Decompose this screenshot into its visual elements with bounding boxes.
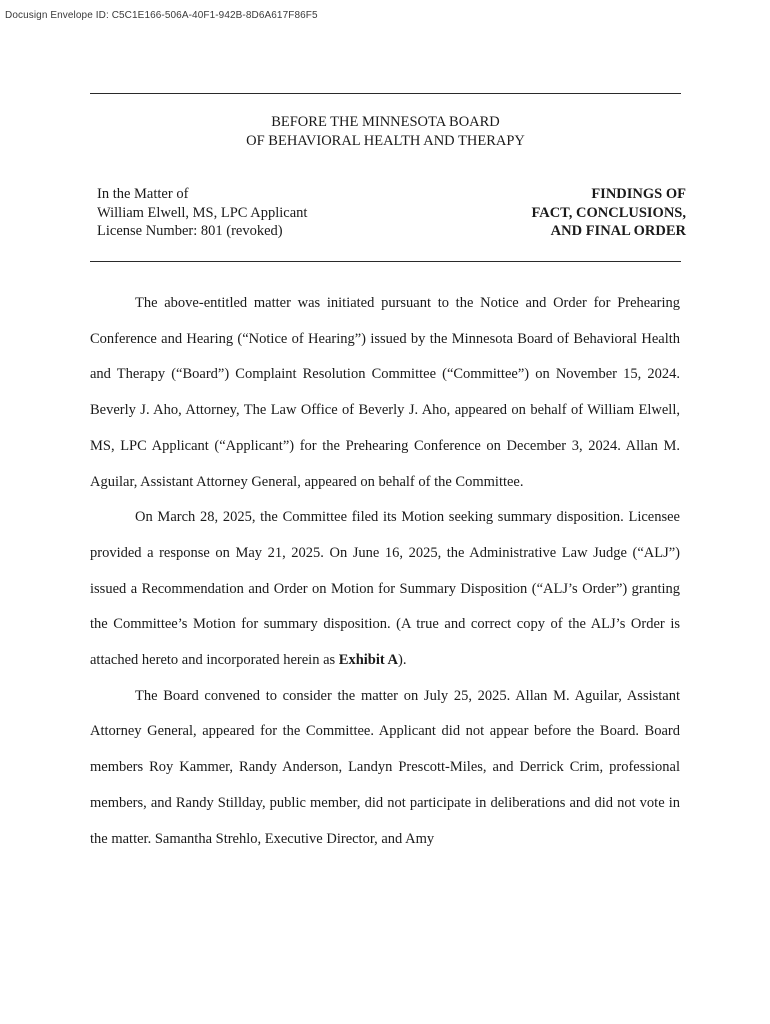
caption-license-number: License Number: 801 (revoked)	[97, 223, 283, 239]
board-title	[90, 113, 681, 151]
case-caption	[97, 185, 307, 241]
paragraph-2-text: On March 28, 2025, the Committee filed its Motion seeking summary disposition. Licensee provided a response on May 21, 2025. On June 16, 2025, the Administrative Law Judge (“ALJ”) issued a Recommendation and Order on Motion for Summary Disposition (“ALJ’s Order”) granting the Committee’s Motion for summary disposition. (A true and correct copy of the ALJ’s Order is attached hereto and incorporated herein as	[90, 509, 680, 669]
paragraph-summary-disposition	[90, 500, 680, 679]
board-title-line-1: BEFORE THE MINNESOTA BOARD	[271, 114, 500, 130]
docusign-envelope-id: Docusign Envelope ID: C5C1E166-506A-40F1-942B-8D6A617F86F5	[5, 10, 318, 21]
document-title	[531, 185, 686, 241]
document-title-line-3: AND FINAL ORDER	[550, 223, 686, 239]
document-body	[90, 286, 680, 857]
top-rule	[90, 93, 681, 94]
caption-matter: In the Matter of	[97, 186, 189, 202]
paragraph-2-closing: ).	[398, 652, 407, 669]
paragraph-initiation: The above-entitled matter was initiated pursuant to the Notice and Order for Prehearing Conference and Hearing (“Notice of Hearing”) issued by the Minnesota Board of Behavioral Health and Therapy (“Board”) Complaint Resolution Committee (“Committee”) on November 15, 2024. Beverly J. Aho, Attorney, The Law Office of Beverly J. Aho, appeared on behalf of William Elwell, MS, LPC Applicant (“Applicant”) for the Prehearing Conference on December 3, 2024. Allan M. Aguilar, Assistant Attorney General, appeared on behalf of the Committee.	[90, 295, 680, 490]
board-title-line-2: OF BEHAVIORAL HEALTH AND THERAPY	[246, 133, 525, 149]
document-title-line-1: FINDINGS OF	[591, 186, 686, 202]
caption-rule	[90, 261, 681, 262]
caption-applicant: William Elwell, MS, LPC Applicant	[97, 204, 308, 221]
document-title-line-2: FACT, CONCLUSIONS,	[531, 204, 686, 221]
paragraph-board-convened: The Board convened to consider the matter on July 25, 2025. Allan M. Aguilar, Assistant Attorney General, appeared for the Committee. Applicant did not appear before the Board. Board members Roy Kammer, Randy Anderson, Landyn Prescott-Miles, and Derrick Crim, professional members, and Randy Stillday, public member, did not participate in deliberations and did not vote in the matter. Samantha Strehlo, Executive Director, and Amy	[90, 687, 680, 847]
exhibit-a-reference: Exhibit A	[338, 652, 399, 669]
